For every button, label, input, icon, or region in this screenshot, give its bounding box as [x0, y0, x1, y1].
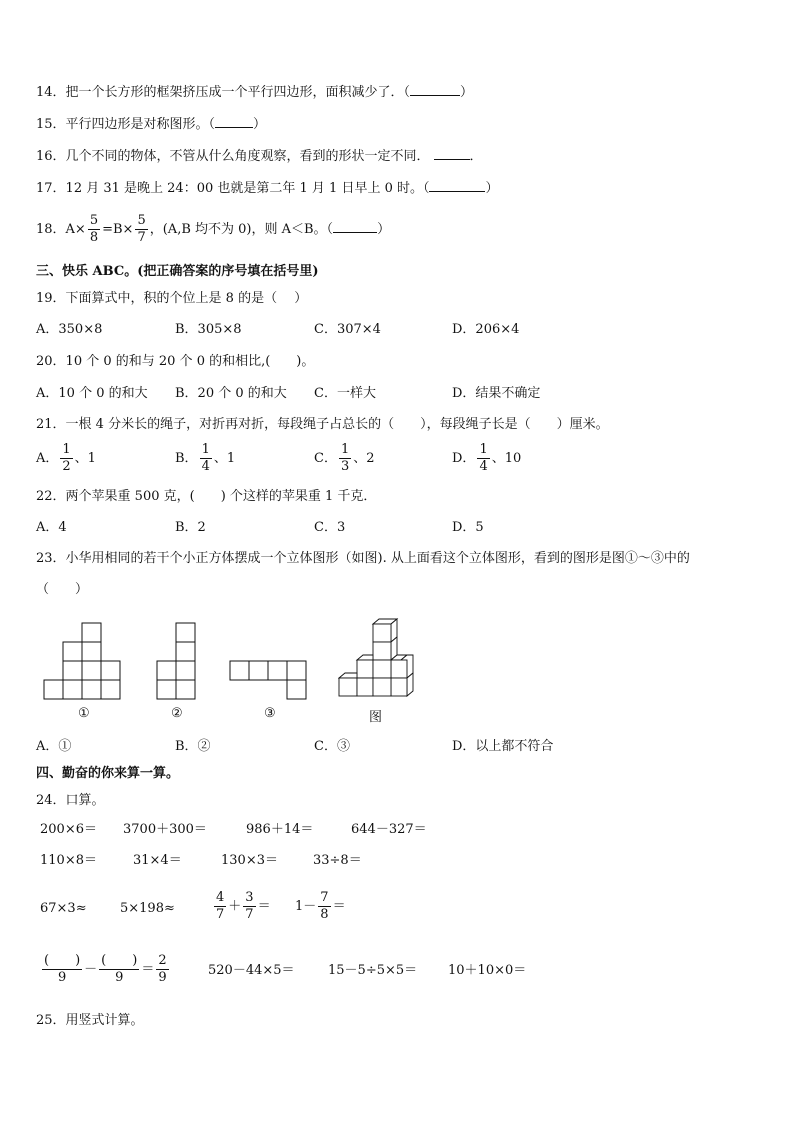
- blank-numerator[interactable]: ( ): [44, 953, 81, 968]
- question-23-paren: （ ）: [36, 582, 89, 597]
- denominator: 8: [320, 907, 329, 922]
- numerator: 3: [245, 890, 254, 905]
- operand: 1－: [295, 899, 317, 914]
- denominator: 3: [340, 459, 350, 474]
- option-c[interactable]: C．③: [314, 739, 350, 754]
- question-19: 19．下面算式中，积的个位上是 8 的是（ ）: [36, 291, 308, 306]
- equals: ＝: [141, 962, 155, 977]
- numerator: 2: [158, 953, 167, 968]
- fraction: [60, 442, 72, 475]
- paren-close: ）: [377, 222, 391, 237]
- paren-close: ）: [460, 85, 474, 100]
- question-16: [36, 146, 483, 166]
- answer-blank[interactable]: [429, 178, 485, 192]
- calc-item-fraction-diff: [295, 887, 346, 927]
- option-a[interactable]: [36, 441, 96, 477]
- numerator: 1: [340, 442, 350, 457]
- calc-item: 67×3≈: [40, 901, 87, 916]
- denominator: 7: [137, 230, 146, 245]
- calc-item: 200×6＝: [40, 822, 97, 837]
- option-rest: 、2: [353, 451, 375, 466]
- figure-1-top-view: [43, 622, 123, 702]
- option-a[interactable]: A．①: [36, 739, 72, 754]
- question-18: [36, 212, 390, 248]
- numerator: 5: [137, 213, 146, 228]
- numerator: 7: [320, 890, 329, 905]
- figure-1-caption: ①: [78, 706, 90, 721]
- operator: ＋: [228, 899, 242, 914]
- numerator: 1: [201, 442, 210, 457]
- paren-close: ）: [253, 117, 267, 132]
- option-label: C．: [314, 451, 337, 466]
- denominator: 2: [62, 459, 71, 474]
- numerator: 5: [89, 213, 99, 228]
- section-4-heading: 四、勤奋的你来算一算。: [36, 766, 180, 781]
- answer-blank[interactable]: [333, 219, 377, 233]
- operator: －: [84, 962, 98, 977]
- question-18-prefix: 18．A×: [36, 222, 86, 237]
- option-rest: 、1: [213, 451, 236, 466]
- calc-item: 520－44×5＝: [208, 963, 295, 978]
- numerator: 1: [479, 442, 488, 457]
- answer-blank[interactable]: [410, 82, 460, 96]
- question-14: [36, 82, 473, 102]
- denominator: 7: [216, 907, 225, 922]
- figure-3-top-view: [229, 660, 309, 702]
- option-rest: 、1: [74, 451, 96, 466]
- option-b[interactable]: B．305×8: [175, 322, 242, 337]
- section-3-heading: 三、快乐 ABC。(把正确答案的序号填在括号里): [36, 264, 319, 279]
- calc-item: 110×8＝: [40, 853, 97, 868]
- option-label: D．: [452, 451, 476, 466]
- option-b[interactable]: B．②: [175, 739, 211, 754]
- question-23: 23．小华用相同的若干个小正方体摆成一个立体图形（如图). 从上面看这个立体图形，看到的图形是图①～③中的: [36, 551, 690, 566]
- calc-item: 5×198≈: [120, 901, 175, 916]
- option-a[interactable]: A．10 个 0 的和大: [36, 386, 148, 401]
- option-a[interactable]: A．350×8: [36, 322, 103, 337]
- question-16-text: 16．几个不同的物体，不管从什么角度观察，看到的形状一定不同．: [36, 149, 430, 164]
- calc-item: 644－327＝: [351, 822, 427, 837]
- calc-item-fraction-blank: [40, 950, 171, 990]
- question-15: [36, 114, 266, 134]
- figure-3-caption: ③: [264, 706, 276, 721]
- fraction: [214, 890, 226, 923]
- denominator: 8: [89, 230, 99, 245]
- fraction: [135, 213, 147, 246]
- option-c[interactable]: [314, 441, 375, 477]
- question-20: 20．10 个 0 的和与 20 个 0 的和相比,( )。: [36, 354, 315, 369]
- calc-item: 986＋14＝: [246, 822, 314, 837]
- numerator: 4: [216, 890, 225, 905]
- option-c[interactable]: C．一样大: [314, 386, 376, 401]
- fraction: [156, 953, 168, 986]
- numerator: 1: [62, 442, 71, 457]
- equals: ＝: [257, 899, 271, 914]
- fraction: [99, 953, 139, 986]
- option-a[interactable]: A．4: [36, 520, 67, 535]
- calc-item: 130×3＝: [221, 853, 278, 868]
- option-d[interactable]: D．结果不确定: [452, 386, 541, 401]
- option-d[interactable]: D．以上都不符合: [452, 739, 554, 754]
- denominator: 9: [57, 970, 67, 985]
- option-c[interactable]: C．3: [314, 520, 346, 535]
- calc-item-fraction-sum: [212, 887, 271, 927]
- fraction: [200, 442, 212, 475]
- option-d[interactable]: D．206×4: [452, 322, 520, 337]
- question-25: 25．用竖式计算。: [36, 1013, 144, 1028]
- solid-figure-caption: 图: [369, 710, 383, 725]
- paren-close: ）: [485, 181, 499, 196]
- fraction: [243, 890, 255, 923]
- figure-2-top-view: [156, 622, 198, 702]
- fraction: [477, 442, 489, 475]
- question-14-text: 14．把一个长方形的框架挤压成一个平行四边形，面积减少了．（: [36, 85, 411, 100]
- calc-item: 33÷8＝: [313, 853, 362, 868]
- calc-item: 31×4＝: [133, 853, 182, 868]
- denominator: 7: [245, 907, 254, 922]
- equals: ＝: [332, 899, 346, 914]
- denominator: 4: [479, 459, 488, 474]
- figure-2-caption: ②: [171, 706, 183, 721]
- denominator: 4: [201, 459, 210, 474]
- fraction: [88, 213, 100, 246]
- answer-blank[interactable]: [434, 146, 470, 160]
- option-b[interactable]: B．20 个 0 的和大: [175, 386, 287, 401]
- denominator: 9: [158, 970, 167, 985]
- fraction: [42, 953, 82, 986]
- question-15-text: 15．平行四边形是对称图形。（: [36, 117, 216, 132]
- question-21: 21．一根 4 分米长的绳子，对折再对折，每段绳子占总长的（ ），每段绳子长是（ ）厘米。: [36, 417, 609, 432]
- fraction: [318, 890, 330, 923]
- question-18-text: ，(A,B 均不为 0)，则 A＜B。（: [149, 222, 334, 237]
- option-b[interactable]: [175, 441, 235, 477]
- question-17-text: 17．12 月 31 是晚上 24：00 也就是第二年 1 月 1 日早上 0 时。（: [36, 181, 430, 196]
- calc-item: 3700＋300＝: [123, 822, 207, 837]
- option-d[interactable]: D．5: [452, 520, 484, 535]
- calc-item: 15－5÷5×5＝: [328, 963, 418, 978]
- fraction: [339, 442, 351, 475]
- option-b[interactable]: B．2: [175, 520, 206, 535]
- solid-figure-3d: [338, 618, 416, 698]
- option-c[interactable]: C．307×4: [314, 322, 381, 337]
- option-label: B．: [175, 451, 198, 466]
- option-d[interactable]: [452, 441, 521, 477]
- period: ．: [469, 149, 483, 164]
- question-17: [36, 178, 499, 198]
- question-18-mid: =B×: [102, 222, 134, 237]
- calc-item: 10＋10×0＝: [448, 963, 527, 978]
- option-label: A．: [36, 451, 59, 466]
- option-rest: 、10: [491, 451, 522, 466]
- question-24: 24．口算。: [36, 793, 105, 808]
- denominator: 9: [115, 970, 124, 985]
- question-22: 22．两个苹果重 500 克，( ) 个这样的苹果重 1 千克．: [36, 489, 377, 504]
- blank-numerator[interactable]: ( ): [101, 953, 138, 968]
- answer-blank[interactable]: [215, 114, 253, 128]
